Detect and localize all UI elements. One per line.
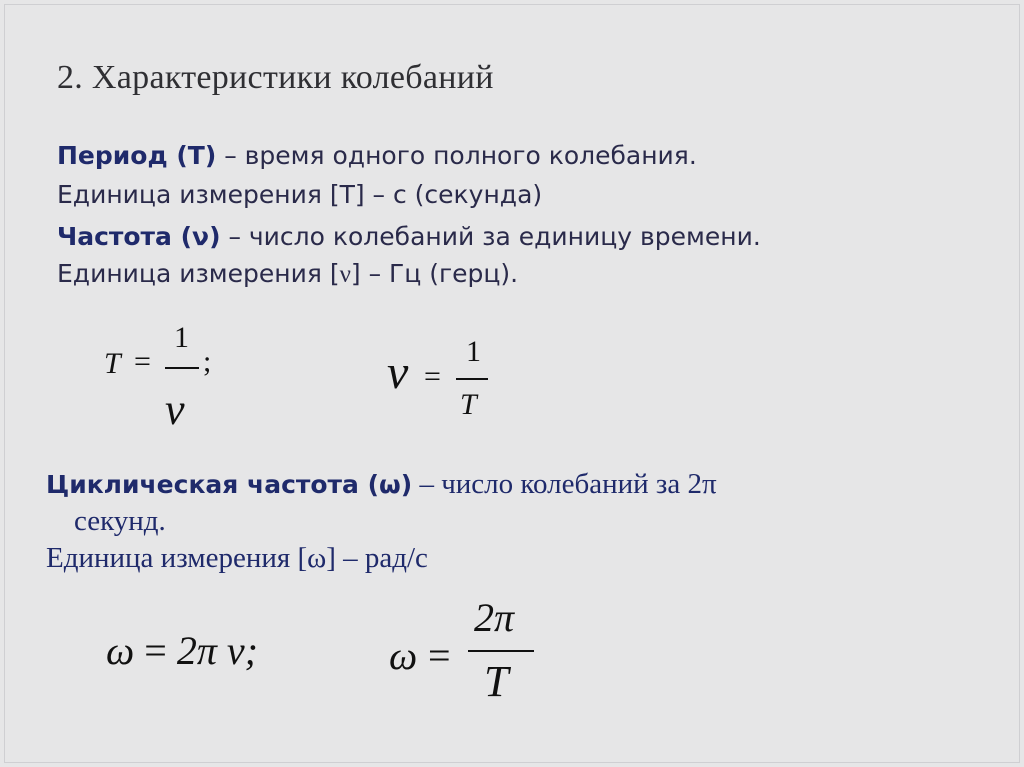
formula-period-lhs: T (104, 347, 121, 380)
formula-omega2-lhs: ω (389, 633, 418, 678)
formula-omega-product (106, 627, 258, 674)
cyclic-definition-line2: секунд. (74, 505, 166, 537)
formula-period-end: ; (203, 345, 212, 378)
formula-frequency-num: 1 (466, 335, 481, 368)
formula-omega1-eq: = (144, 628, 167, 673)
formula-omega2-num: 2π (474, 595, 515, 640)
formula-period-den: ν (165, 385, 185, 434)
slide-title: 2. Характеристики колебаний (57, 59, 494, 96)
formula-period-num: 1 (174, 321, 189, 354)
formula-omega1-rhs: 2π ν; (176, 628, 258, 673)
cyclic-definition: – число колебаний за 2π (412, 468, 717, 500)
formula-period-eq: = (134, 345, 151, 378)
period-units: Единица измерения [Т] – с (секунда) (57, 180, 543, 209)
cyclic-line (46, 468, 717, 501)
frequency-units-suffix: ] – Гц (герц). (350, 259, 519, 288)
frequency-units-symbol: ν (339, 261, 351, 288)
period-definition: – время одного полного колебания. (216, 141, 697, 170)
formula-frequency-lhs: ν (387, 346, 409, 399)
period-line (57, 141, 697, 170)
formula-omega2-eq: = (428, 633, 451, 678)
frequency-units-prefix: Единица измерения [ (57, 259, 340, 288)
formula-omega1-lhs: ω (106, 628, 135, 673)
period-term: Период (Т) (57, 141, 217, 170)
formula-frequency-den: T (460, 388, 477, 421)
formula-frequency-fraction-bar (456, 378, 488, 380)
formula-omega2-fraction-bar (468, 650, 534, 652)
frequency-term: Частота (ν) (57, 222, 221, 251)
cyclic-units: Единица измерения [ω] – рад/с (46, 542, 428, 574)
formula-period-fraction-bar (165, 367, 199, 369)
frequency-definition: – число колебаний за единицу времени. (220, 222, 761, 251)
formula-frequency-eq: = (424, 360, 441, 393)
frequency-line (57, 222, 761, 251)
cyclic-term: Циклическая частота (ω) (46, 470, 413, 499)
frequency-units (57, 259, 518, 289)
formula-omega2-den: T (484, 657, 509, 706)
